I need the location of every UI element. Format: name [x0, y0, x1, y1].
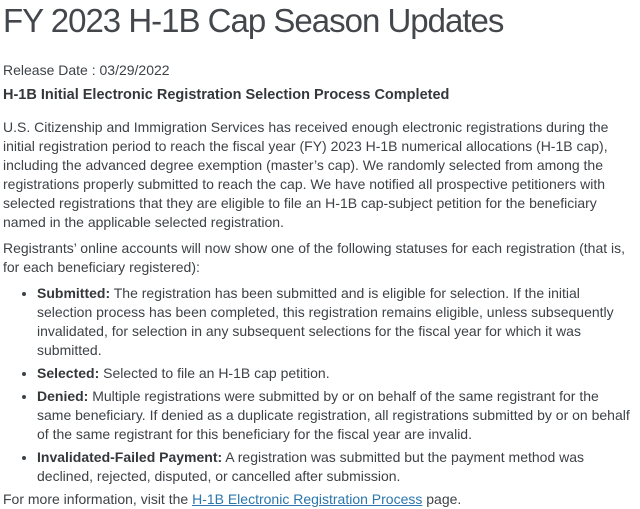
status-item-submitted: [37, 284, 630, 360]
footer-suffix: page.: [422, 491, 462, 507]
section-heading: H-1B Initial Electronic Registration Selection Process Completed: [3, 87, 450, 103]
intro-paragraph: U.S. Citizenship and Immigration Services has received enough electronic registrations during the initial registration period to reach the fiscal year (FY) 2023 H-1B numerical allocations (H-1B cap), including the advanced degree exemption (master’s cap). We randomly selected from among the registrations properly submitted to reach the cap. We have notified all prospective petitioners with selected registrations that they are eligible to file an H-1B cap-subject petition for the beneficiary named in the applicable selected registration.: [3, 119, 609, 230]
status-term: Invalidated-Failed Payment:: [37, 449, 223, 465]
status-description: A registration was submitted but the payment method was declined, rejected, disputed, or cancelled after submission.: [37, 449, 585, 484]
footer-text: [3, 490, 630, 509]
status-description: Multiple registrations were submitted by or on behalf of the same registrant for the same beneficiary. If denied as a duplicate registration, all registrations submitted by or on behalf of the same registrant for this beneficiary for the fiscal year are invalid.: [37, 388, 630, 442]
status-list: [3, 284, 630, 486]
status-item-denied: [37, 387, 630, 444]
status-term: Submitted:: [37, 285, 111, 301]
release-date: Release Date : 03/29/2022: [3, 62, 170, 78]
status-item-selected: [37, 364, 630, 383]
footer-prefix: For more information, visit the: [3, 491, 193, 507]
registration-process-link[interactable]: H-1B Electronic Registration Process: [192, 491, 423, 507]
page-title: FY 2023 H-1B Cap Season Updates: [3, 2, 504, 39]
status-description: The registration has been submitted and is eligible for selection. If the initial selection process has been completed, this registration remains eligible, unless subsequently invalidated, for selection in any subsequent selections for the fiscal year for which it was submitted.: [37, 285, 614, 358]
status-description: Selected to file an H-1B cap petition.: [99, 365, 330, 381]
statuses-intro-paragraph: Registrants’ online accounts will now show one of the following statuses for each registration (that is, for each beneficiary registered):: [3, 240, 626, 275]
status-term: Selected:: [37, 365, 100, 381]
status-item-invalidated-failed-payment: [37, 448, 630, 486]
status-term: Denied:: [37, 388, 89, 404]
